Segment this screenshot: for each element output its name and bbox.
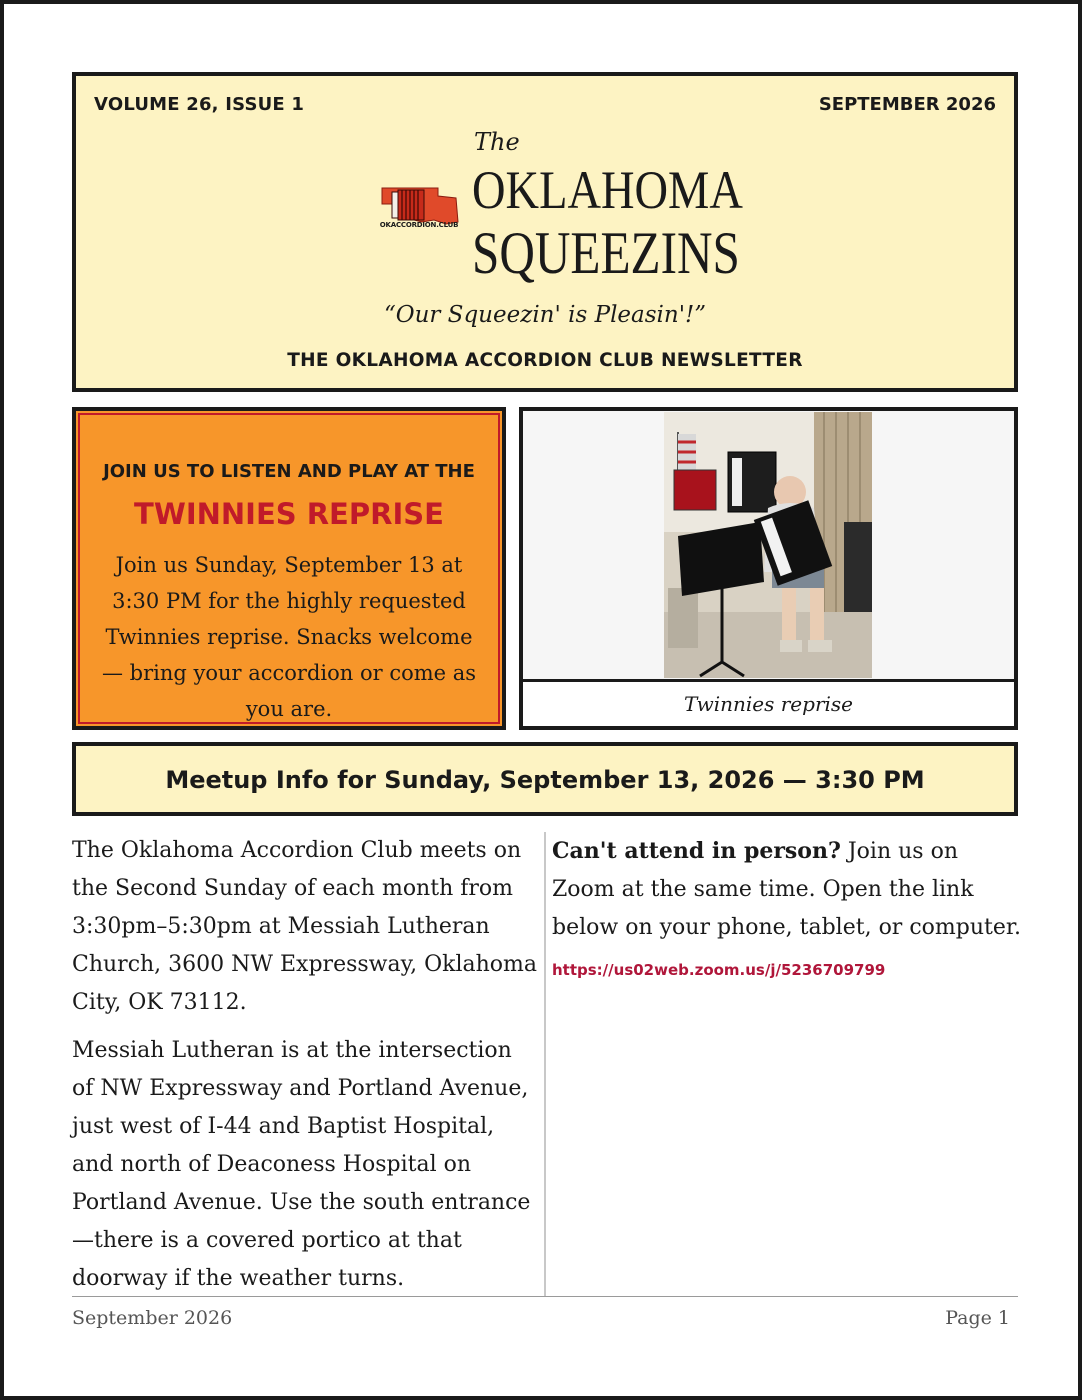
logo-caption: OKACCORDION.CLUB — [379, 221, 459, 229]
event-description: Join us Sunday, September 13 at 3:30 PM for the highly requested Twinnies reprise. Snacks welcome — bring your accordion or come as you are. — [101, 553, 477, 721]
event-title: TWINNIES REPRISE — [134, 497, 444, 531]
meetup-title: Meetup Info for Sunday, September 13, 2026 — 3:30 PM — [165, 766, 925, 794]
masthead — [72, 72, 1018, 392]
zoom-paragraph — [552, 832, 1022, 947]
accordion-player-photo — [664, 412, 872, 678]
newsletter-subtitle: THE OKLAHOMA ACCORDION CLUB NEWSLETTER — [287, 350, 803, 371]
photo-area — [523, 411, 1014, 679]
zoom-text: Join us on Zoom at the same time. Open the link below on your phone, tablet, or computer. — [552, 839, 1021, 940]
footer-divider — [72, 1296, 1018, 1297]
photo-caption-bar — [523, 679, 1014, 726]
footer-date: September 2026 — [72, 1307, 233, 1329]
masthead-title-line2: SQUEEZINS — [472, 220, 740, 286]
volume-issue: VOLUME 26, ISSUE 1 — [94, 94, 305, 115]
event-kicker: JOIN US TO LISTEN AND PLAY AT THE — [103, 461, 475, 482]
masthead-the: The — [474, 128, 520, 156]
photo-figure — [519, 407, 1018, 730]
event-callout-inner-border — [78, 413, 500, 724]
meeting-info-paragraph: The Oklahoma Accordion Club meets on the Second Sunday of each month from 3:30pm–5:30pm at Messiah Lutheran Church, 3600 NW Expressway, Oklahoma City, OK 73112. — [72, 838, 538, 1015]
meeting-info-column — [72, 832, 538, 1308]
photo-caption: Twinnies reprise — [683, 692, 853, 716]
tagline: “Our Squeezin' is Pleasin'!” — [383, 302, 707, 328]
meetup-banner — [72, 742, 1018, 816]
issue-date: SEPTEMBER 2026 — [818, 94, 996, 115]
page-number: Page 1 — [945, 1307, 1010, 1329]
zoom-link[interactable]: https://us02web.zoom.us/j/5236709799 — [552, 961, 886, 979]
event-callout — [72, 407, 506, 730]
zoom-lead: Can't attend in person? — [552, 838, 841, 864]
zoom-info-column — [552, 832, 1022, 989]
directions-paragraph: Messiah Lutheran is at the intersection of NW Expressway and Portland Avenue, just west of I-44 and Baptist Hospital, and north of Deaconess Hospital on Portland Avenue. Use the south entrance—there is a covered portico at that doorway if the weather turns. — [72, 1038, 531, 1291]
masthead-title-line1: OKLAHOMA — [472, 160, 743, 220]
column-divider — [544, 832, 546, 1296]
